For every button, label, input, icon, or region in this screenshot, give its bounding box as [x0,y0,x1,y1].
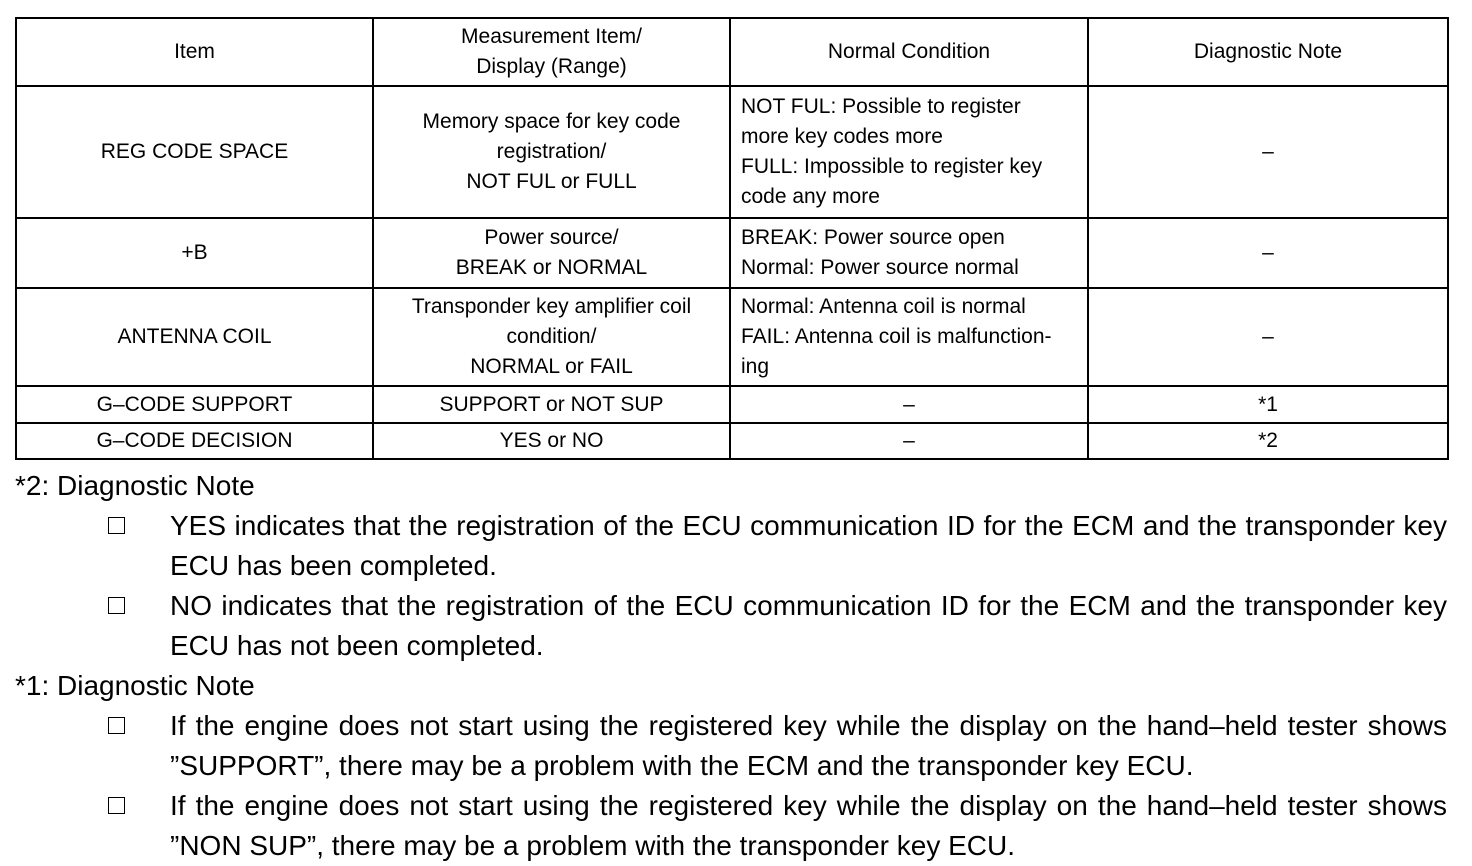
cell-line: FAIL: Antenna coil is malfunction- [741,325,1052,348]
note-bullet-text: If the engine does not start using the registered key while the display on the hand–held tester shows ”SUPPORT”, there may be a problem with the ECM and the transponder key ECU. [170,710,1447,781]
cell-line: SUPPORT or NOT SUP [439,392,664,416]
cell-normal-condition [730,386,1088,423]
cell-line: BREAK or NORMAL [455,256,648,279]
checkbox-square-icon [108,717,125,734]
checkbox-square-icon [108,517,125,534]
cell-line: Memory space for key code [422,110,681,133]
cell-measurement [373,386,730,423]
cell-diagnostic-note: *1 [1088,386,1448,423]
cell-diagnostic-note: – [1088,218,1448,288]
header-diagnostic-note: Diagnostic Note [1088,18,1448,86]
note-bullet-text: If the engine does not start using the registered key while the display on the hand–held tester shows ”NON SUP”, there may be a problem with the transponder key ECU. [170,790,1447,861]
checkbox-square-icon [108,597,125,614]
cell-diagnostic-note: – [1088,86,1448,218]
header-measurement-line: Measurement Item/ [461,25,642,48]
cell-measurement [373,86,730,218]
cell-line: code any more [741,185,880,208]
note-section [15,466,1447,666]
cell-line: condition/ [506,325,597,348]
header-measurement [373,18,730,86]
cell-diagnostic-note: – [1088,288,1448,386]
cell-diagnostic-note: *2 [1088,423,1448,459]
cell-line: NOT FUL: Possible to register [741,95,1021,118]
note-bullet [15,586,1447,666]
cell-line: Power source/ [484,226,619,249]
note-section [15,666,1447,866]
table-row [16,218,1448,288]
note-heading: *1: Diagnostic Note [15,670,255,701]
cell-item: ANTENNA COIL [16,288,373,386]
cell-line: – [903,429,915,452]
table-row [16,423,1448,459]
header-measurement-line: Display (Range) [476,55,627,78]
cell-measurement [373,423,730,459]
cell-line: Normal: Antenna coil is normal [741,295,1026,318]
cell-line: FULL: Impossible to register key [741,155,1043,178]
cell-line: BREAK: Power source open [741,226,1005,249]
table-header-row [16,18,1448,86]
header-normal-condition: Normal Condition [730,18,1088,86]
note-bullet-text: YES indicates that the registration of the ECU communication ID for the ECM and the transponder key ECU has been completed. [170,510,1447,581]
cell-item: G–CODE DECISION [16,423,373,459]
cell-normal-condition [730,423,1088,459]
note-bullet [15,786,1447,866]
cell-line: Transponder key amplifier coil [411,295,692,318]
cell-line: NORMAL or FAIL [470,355,633,378]
data-list-table [15,17,1449,460]
cell-line: ing [741,355,770,378]
cell-normal-condition [730,288,1088,386]
note-heading: *2: Diagnostic Note [15,470,255,501]
cell-line: NOT FUL or FULL [466,170,637,193]
checkbox-square-icon [108,797,125,814]
cell-line: YES or NO [499,429,604,452]
diagnostic-notes [15,466,1447,866]
cell-line: Normal: Power source normal [741,256,1019,279]
note-bullet [15,506,1447,586]
cell-measurement [373,218,730,288]
table-row [16,288,1448,386]
cell-normal-condition [730,218,1088,288]
note-bullet [15,706,1447,786]
cell-line: registration/ [496,140,607,163]
cell-item: REG CODE SPACE [16,86,373,218]
note-bullet-text: NO indicates that the registration of the ECU communication ID for the ECM and the transponder key ECU has not been completed. [170,590,1447,661]
cell-line: – [903,392,915,416]
cell-item: +B [16,218,373,288]
cell-item: G–CODE SUPPORT [16,386,373,423]
table-row [16,86,1448,218]
header-item: Item [16,18,373,86]
table-row [16,386,1448,423]
cell-line: more key codes more [741,125,943,148]
cell-normal-condition [730,86,1088,218]
cell-measurement [373,288,730,386]
